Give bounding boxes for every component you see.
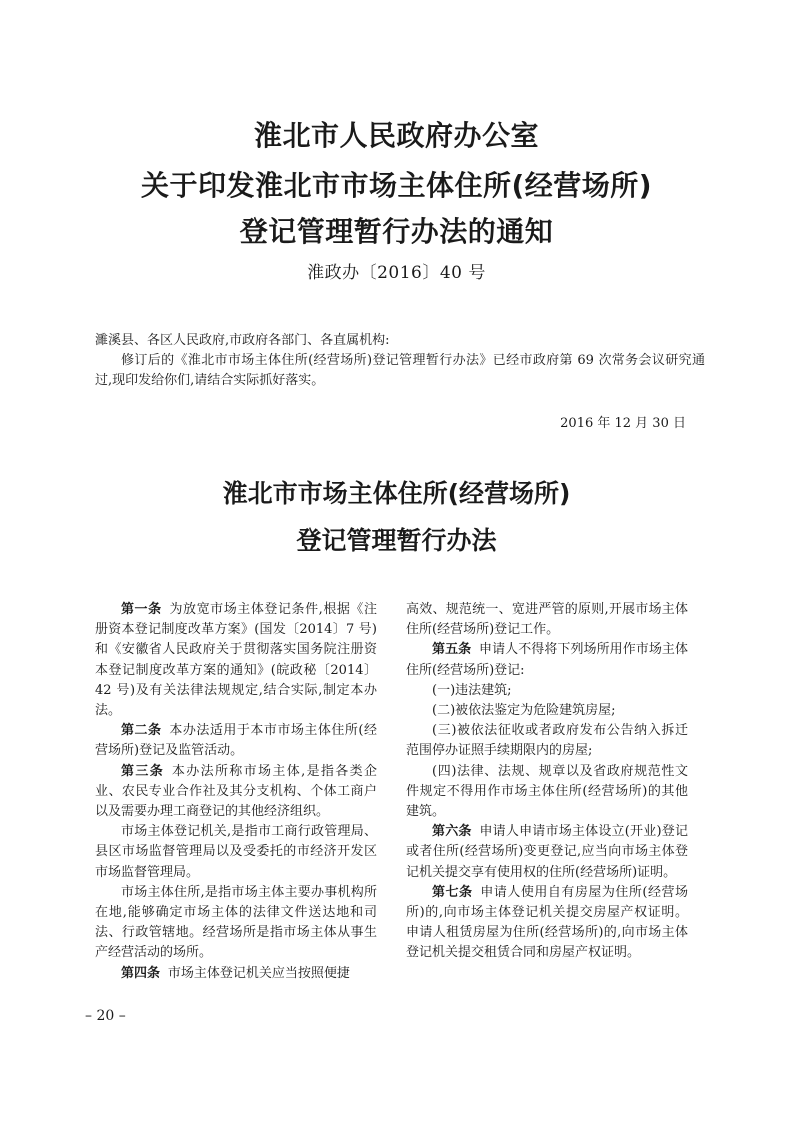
article-1-label: 第一条 [121, 602, 162, 617]
article-5-label: 第五条 [432, 642, 472, 658]
article-5-item-1: (一)违法建筑; [432, 682, 512, 698]
article-5-text: 申请人不得将下列场所用作市场主体住所(经营场所)登记: [406, 642, 688, 678]
article-5-item-4: (四)法律、法规、规章以及省政府规范性文件规定不得用作市场主体住所(经营场所)的其他建筑。 [406, 763, 688, 820]
page-number: – 20 – [85, 1008, 126, 1024]
article-4-text: 市场主体登记机关应当按照便捷 [167, 965, 350, 981]
notice-title-line-1: 淮北市人民政府办公室 [253, 119, 539, 152]
article-4-continued: 高效、规范统一、宽进严管的原则,开展市场主体住所(经营场所)登记工作。 [406, 602, 688, 638]
article-4-label: 第四条 [121, 965, 161, 981]
article-1-text: 为放宽市场主体登记条件,根据《注册资本登记制度改革方案》(国发〔2014〕7 号)和《安徽省人民政府关于贯彻落实国务院注册资本登记制度改革方案的通知》(皖政秘〔2014〕42 号)及有关法律法规规定,结合实际,制定本办法。 [95, 602, 377, 719]
article-3-residence-paragraph: 市场主体住所,是指市场主体主要办事机构所在地,能够确定市场主体的法律文件送达地和司法、行政管辖地。经营场所是指市场主体从事生产经营活动的场所。 [95, 884, 377, 961]
right-column [406, 600, 688, 964]
article-6-label: 第六条 [432, 824, 472, 840]
article-3-authority-paragraph: 市场主体登记机关,是指市工商行政管理局、县区市场监督管理局以及受委托的市经济开发区市场监督管理局。 [95, 824, 377, 880]
notice-title-line-3: 登记管理暂行办法的通知 [239, 215, 554, 248]
article-6 [406, 822, 688, 883]
article-2-label: 第二条 [121, 723, 162, 739]
addressee: 濉溪县、各区人民政府,市政府各部门、各直属机构: [95, 333, 390, 348]
article-7-text: 申请人使用自有房屋为住所(经营场所)的,向市场主体登记机关提交房屋产权证明。申请人租赁房屋为住所(经营场所)的,向市场主体登记机关提交租赁合同和房屋产权证明。 [406, 884, 688, 961]
article-2 [95, 721, 377, 761]
notice-body: 修订后的《淮北市市场主体住所(经营场所)登记管理暂行办法》已经市政府第 69 次常务会议研究通过,现印发给你们,请结合实际抓好落实。 [95, 353, 705, 388]
issue-date: 2016 年 12 月 30 日 [560, 416, 686, 431]
article-2-text: 本办法适用于本市市场主体住所(经营场所)登记及监管活动。 [95, 723, 377, 759]
notice-title-line-2: 关于印发淮北市市场主体住所(经营场所) [140, 169, 653, 202]
article-6-text: 申请人申请市场主体设立(开业)登记或者住所(经营场所)变更登记,应当向市场主体登记机关提交享有使用权的住所(经营场所)证明。 [406, 824, 688, 880]
regulation-title-line-1: 淮北市市场主体住所(经营场所) [222, 479, 571, 508]
document-number: 淮政办〔2016〕40 号 [307, 263, 486, 283]
article-7 [406, 883, 688, 964]
article-3-label: 第三条 [121, 763, 165, 779]
article-5-item-3: (三)被依法征收或者政府发布公告纳入拆迁范围停办证照手续期限内的房屋; [406, 723, 688, 759]
article-3 [95, 762, 377, 823]
article-5-item-2: (二)被依法鉴定为危险建筑房屋; [432, 703, 616, 719]
article-1 [95, 600, 377, 721]
article-5 [406, 640, 688, 680]
article-4 [95, 964, 377, 984]
article-3-text: 本办法所称市场主体,是指各类企业、农民专业合作社及其分支机构、个体工商户以及需要办理工商登记的其他经济组织。 [95, 763, 377, 820]
left-column [95, 600, 377, 984]
article-7-label: 第七条 [432, 884, 473, 900]
regulation-title-line-2: 登记管理暂行办法 [296, 526, 497, 555]
